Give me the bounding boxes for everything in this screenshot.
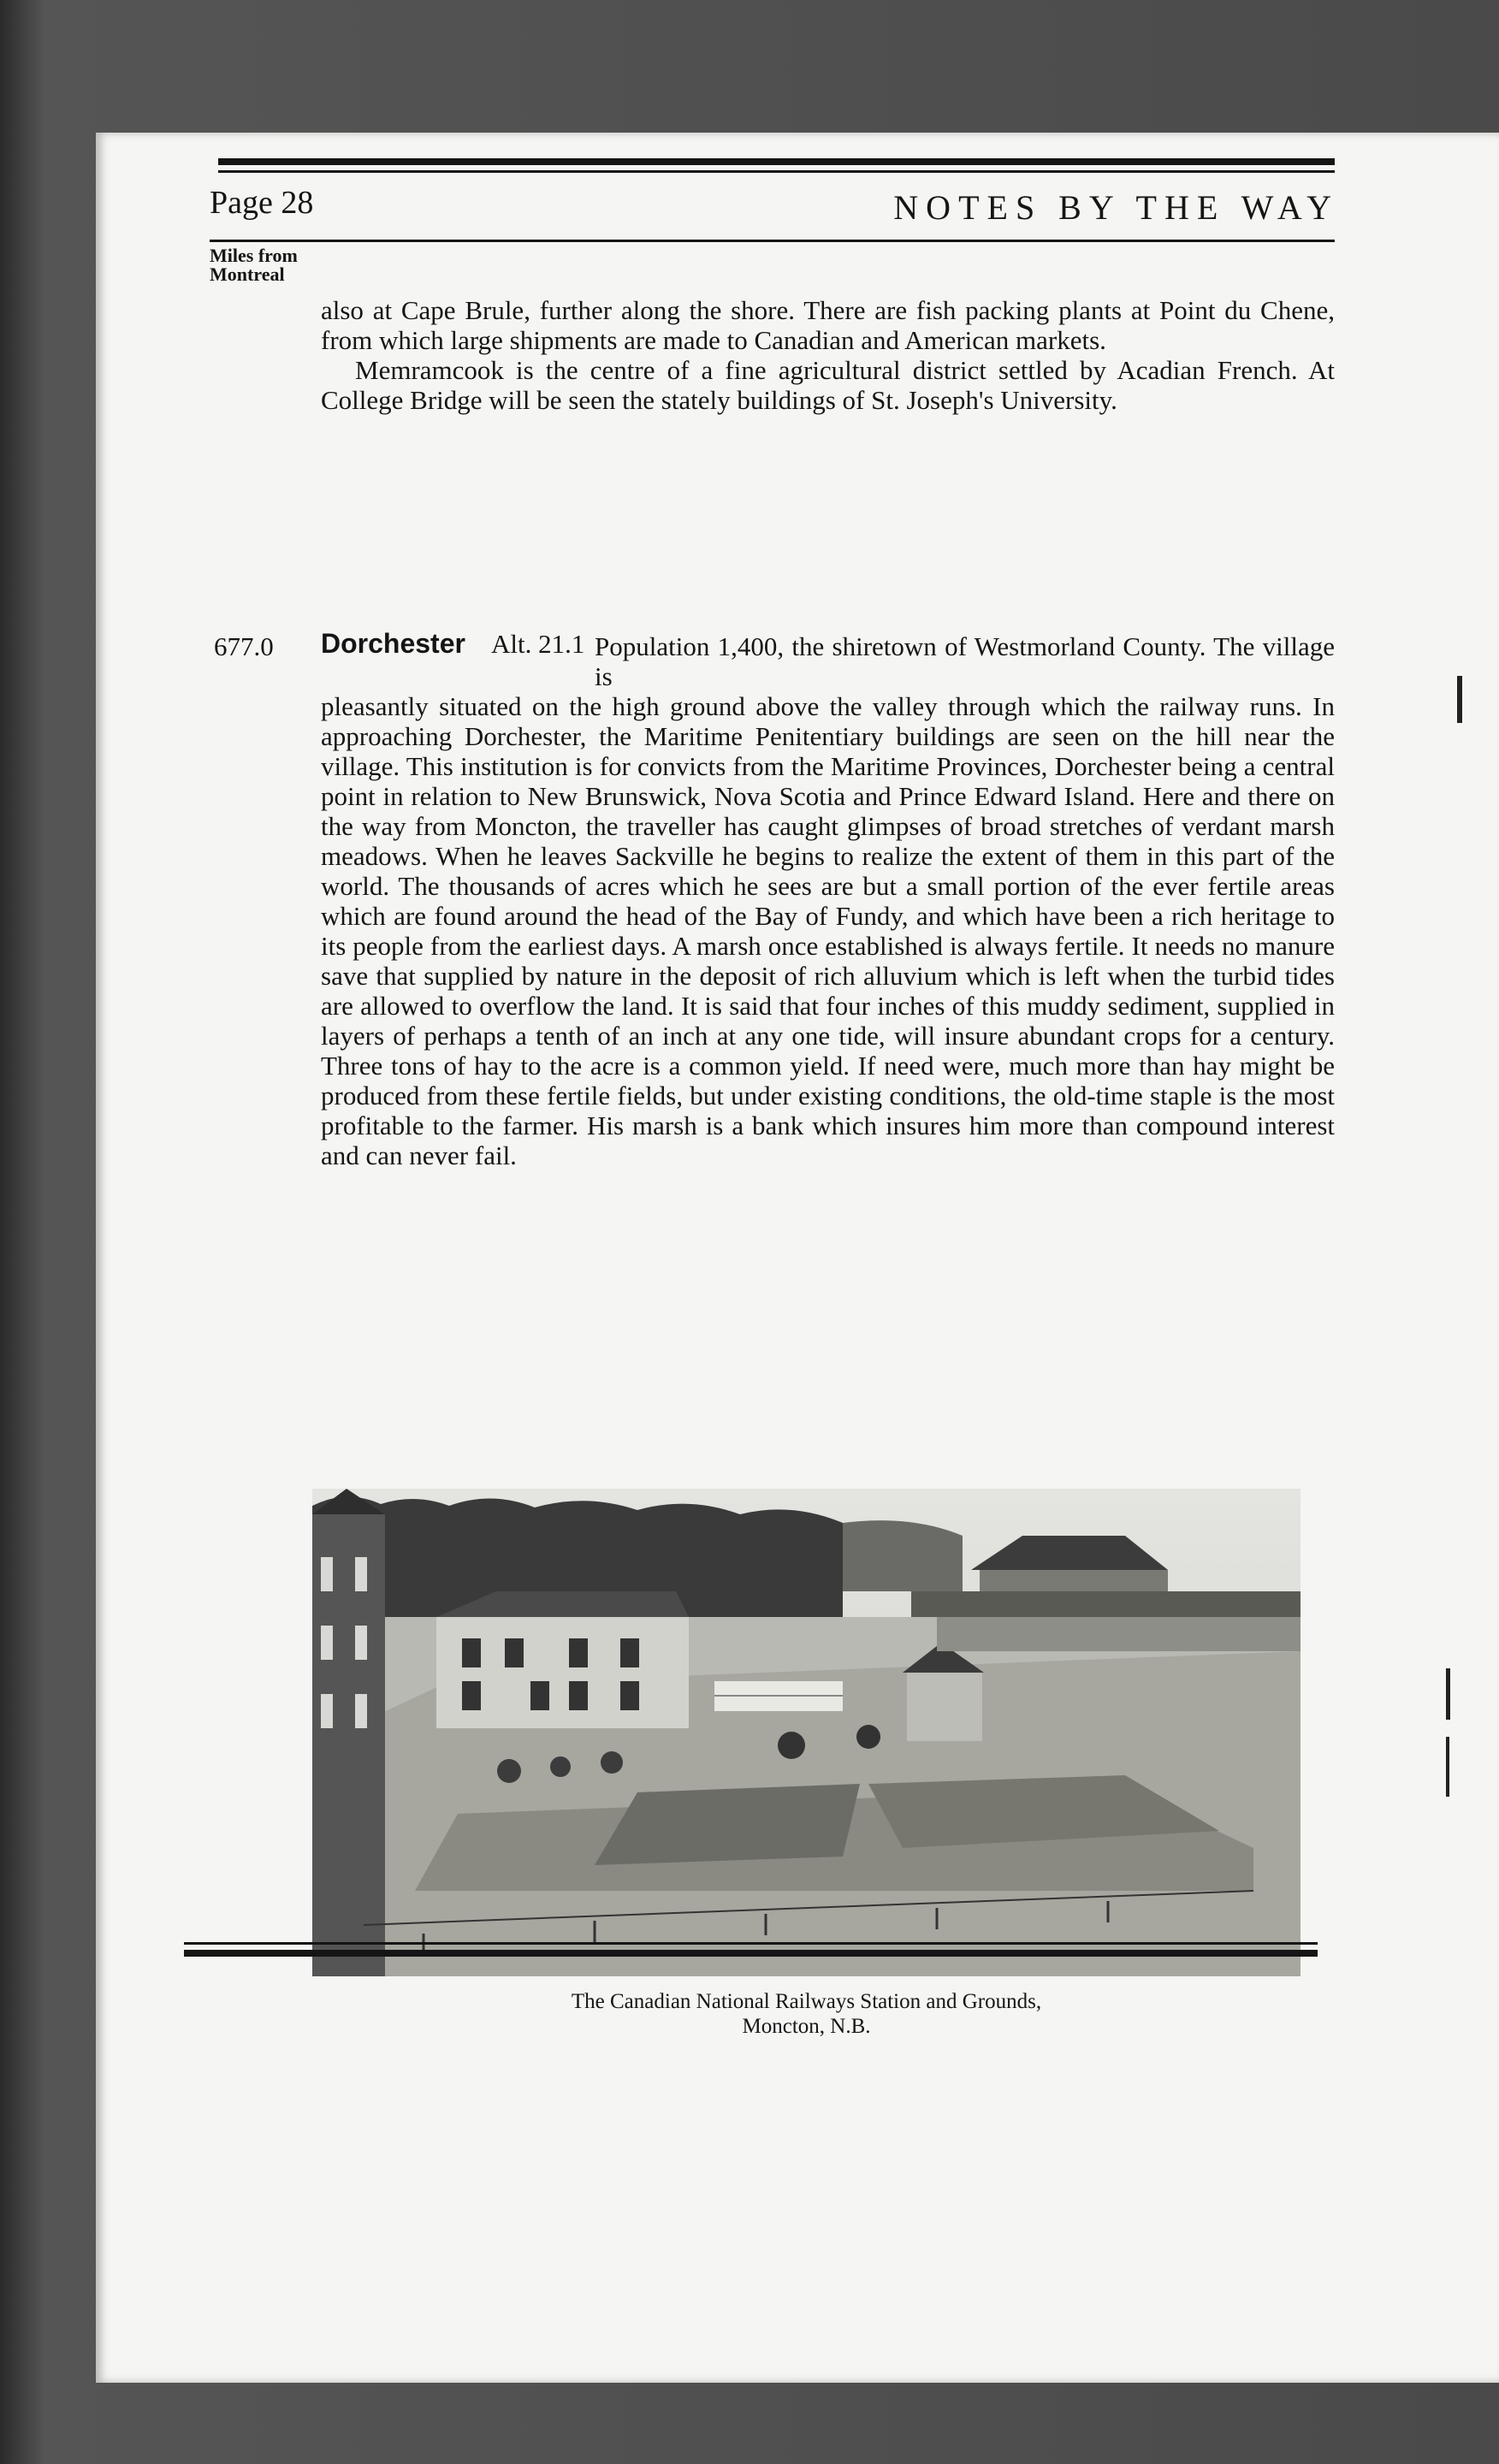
entry-altitude: Alt. 21.1 [490,629,585,659]
entry-mileage: 677.0 [214,631,274,661]
header-rule [210,240,1335,242]
top-double-rule [218,158,1335,173]
entry-population: Population 1,400, the shiretown of Westmorland County. The village is [595,631,1335,691]
entry-place-name: Dorchester [321,628,465,659]
bottom-double-rule [184,1942,1318,1957]
entry-description: pleasantly situated on the high ground above the valley through which the railway runs. In approaching Dorchester, the Maritime Penitentiary buildings are seen on the hill near the village. This institution is for convicts from the Maritime Provinces, Dorchester being a central point in relation to New Brunswick, Nova Scotia and Prince Edward Island. Here and there on the way from Moncton, the traveller has caught glimpses of broad stretches of verdant marsh meadows. When he leaves Sackville he begins to realize the extent of them in this part of the world. The thousands of acres which he sees are but a small portion of the ever fertile areas which are found around the head of the Bay of Fundy, and which have been a rich heritage to its people from the earliest days. A marsh once established is always fertile. It needs no manure save that supplied by nature in the deposit of rich alluvium which is left when the turbid tides are allowed to overflow the land. It is said that four inches of this muddy sediment, supplied in layers of perhaps a tenth of an inch at any one tide, will insure abundant crops for a century. Three tons of hay to the acre is a common yield. If need were, much more than hay might be produced from these fertile fields, but under existing conditions, the old-time staple is the most profitable to the farmer. His marsh is a bank which insures him more than compound interest and can never fail. [321,691,1335,1170]
film-edge-mark-lower-2 [1446,1737,1449,1797]
intro-paragraph-2: Memramcook is the centre of a fine agricultural district settled by Acadian French. At College Bridge will be seen the stately buildings of St. Joseph's University. [321,355,1335,415]
station-photograph [312,1489,1301,1976]
film-edge-mark-upper [1457,676,1462,723]
margin-label-line2: Montreal [210,264,285,285]
intro-paragraph-1: also at Cape Brule, further along the shore. There are fish packing plants at Point du Chene, from which large shipments are made to Canadian and American markets. [321,295,1335,355]
intro-text [321,295,1335,415]
page-number: Page 28 [210,185,314,221]
entry-description-block [321,691,1335,1170]
photo-caption [312,1989,1301,2039]
film-edge-mark-lower [1446,1668,1450,1720]
margin-label [210,246,329,284]
photo-caption-line2: Moncton, N.B. [742,2015,871,2038]
photo-caption-line1: The Canadian National Railways Station and Grounds, [571,1990,1042,2013]
running-title: NOTES BY THE WAY [893,188,1339,227]
page-header [210,184,1339,235]
margin-label-line1: Miles from [210,245,298,266]
book-page [96,133,1499,2383]
entry-heading [321,628,584,660]
